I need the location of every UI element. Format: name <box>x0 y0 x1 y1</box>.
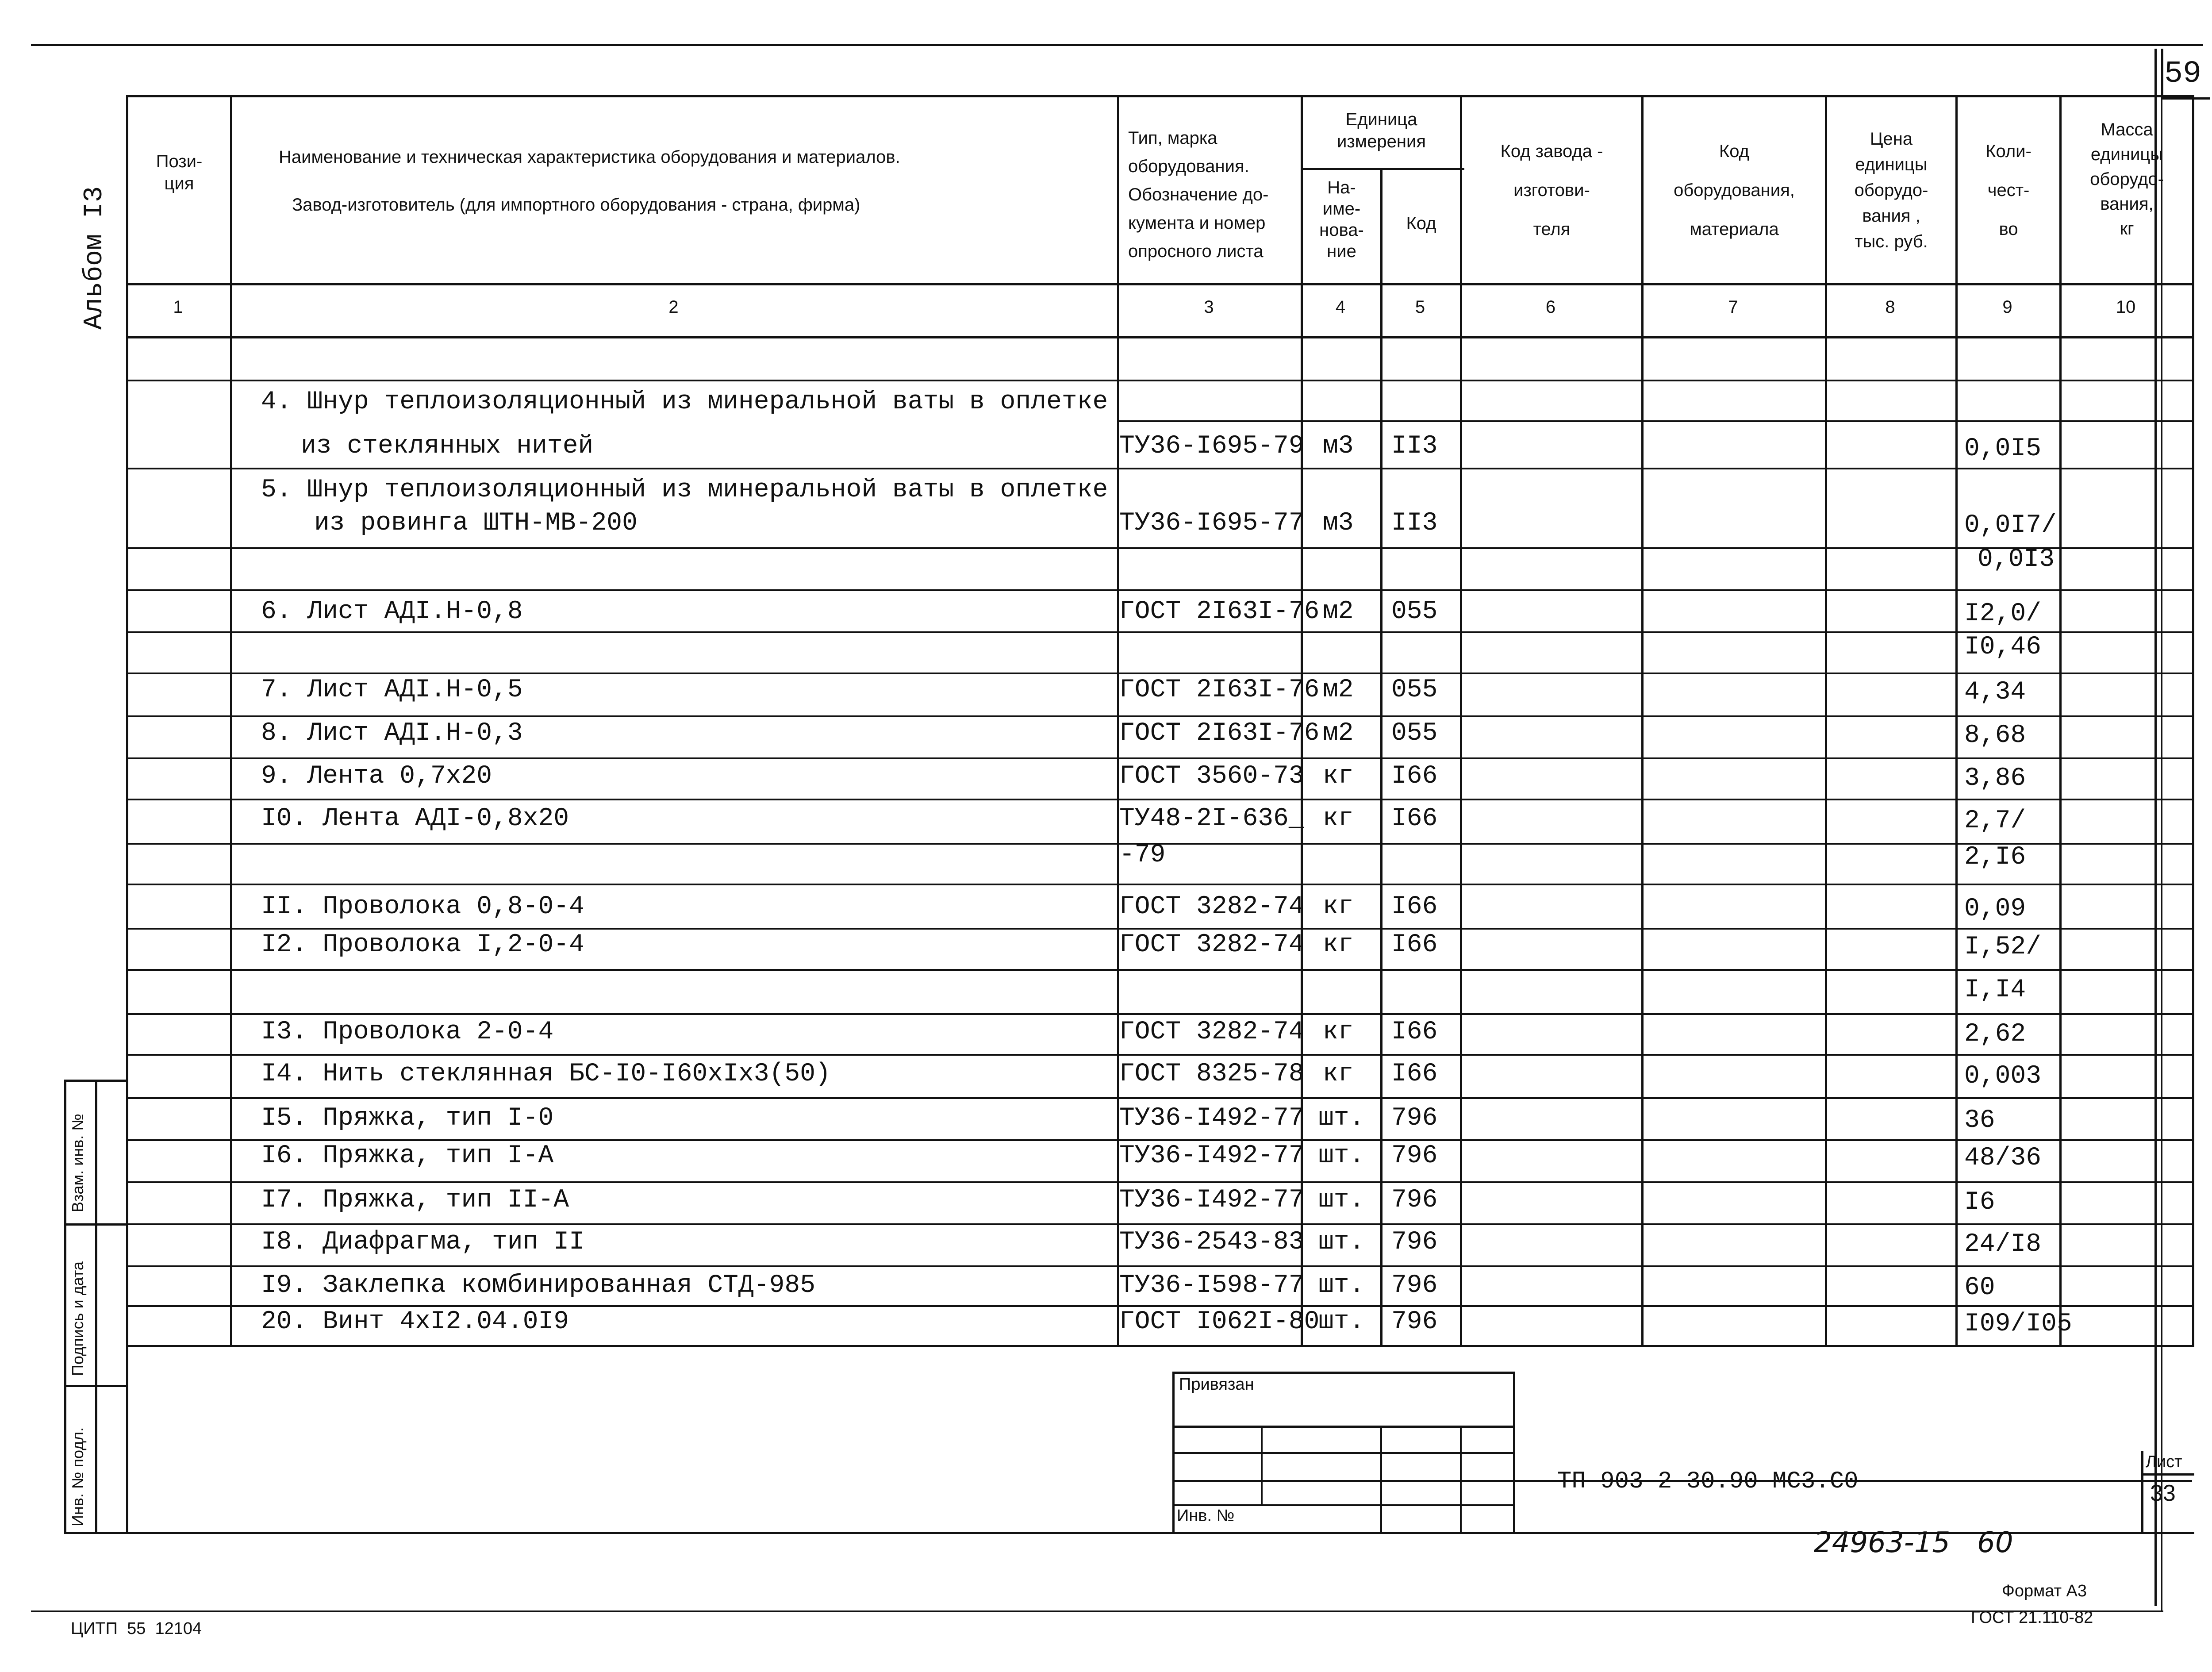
row-unit: шт. <box>1318 1104 1365 1133</box>
row-unit: кг <box>1323 762 1354 791</box>
unit-split-line <box>1301 168 1464 170</box>
header-unit-name: На- име- нова- ние <box>1319 178 1364 261</box>
row-code: II3 <box>1391 432 1438 461</box>
row-type: ГОСТ 3282-74 <box>1119 892 1304 921</box>
sheet-box-mid <box>2141 1473 2194 1476</box>
row-name: 8. Лист АДI.Н-0,3 <box>261 719 523 748</box>
document-code: ТП 903-2-30.90-МС3.С0 <box>1557 1468 1859 1495</box>
sheet-label: Лист <box>2146 1453 2182 1471</box>
row-code: 796 <box>1391 1271 1438 1300</box>
colnum-9: 9 <box>2002 297 2012 317</box>
row-line <box>126 1181 2194 1183</box>
bottom-border-line <box>31 1611 2163 1612</box>
row-unit: м2 <box>1323 676 1354 704</box>
top-border-line <box>31 44 2203 46</box>
row-type: ГОСТ 3282-74 <box>1119 930 1304 959</box>
row-qty: 2,62 <box>1964 1020 2026 1049</box>
row-line <box>126 1305 2194 1307</box>
colnum-8: 8 <box>1885 297 1895 317</box>
side-label-podpis: Подпись и дата <box>69 1261 87 1376</box>
row-name: I4. Нить стеклянная БС-I0-I60хIх3(50) <box>261 1060 831 1088</box>
col8-line <box>1955 95 1958 1345</box>
col1-line <box>230 95 232 1345</box>
row-code: I66 <box>1391 1018 1438 1046</box>
row-code: I66 <box>1391 930 1438 959</box>
row-line <box>126 589 2194 591</box>
col9-line <box>2059 95 2062 1345</box>
row-qty: 60 <box>1964 1273 1995 1302</box>
header-mass: Масса единицы оборудо- вания, кг <box>2090 120 2164 238</box>
header-equipment-code: Код оборудования, материала <box>1674 142 1795 239</box>
row-type: ТУ36-I598-77 <box>1119 1271 1304 1300</box>
side-strip-mid <box>95 1080 97 1533</box>
row-code: 055 <box>1391 676 1438 704</box>
row-code: II3 <box>1391 509 1438 538</box>
colnum-3: 3 <box>1204 297 1214 317</box>
row-type: ГОСТ 8325-78 <box>1119 1060 1304 1088</box>
col10-line <box>2192 95 2194 1345</box>
row-name: I2. Проволока I,2-0-4 <box>261 930 584 959</box>
colnum-4: 4 <box>1335 297 1346 317</box>
row-unit: м3 <box>1323 509 1354 538</box>
header-unit-group: Единица измерения <box>1336 110 1426 151</box>
row-type: ГОСТ 2I63I-76 <box>1119 719 1320 748</box>
row-line <box>126 799 2194 800</box>
row-type: ГОСТ 2I63I-76 <box>1119 597 1320 626</box>
row-code: 055 <box>1391 597 1438 626</box>
row-name: I6. Пряжка, тип I-А <box>261 1142 554 1170</box>
row-name-cont: из ровинга ШТН-МВ-200 <box>314 509 637 538</box>
side-label-inv-podl: Инв. № подл. <box>69 1427 87 1526</box>
row-line <box>126 380 2194 381</box>
row-qty: 48/36 <box>1964 1144 2042 1172</box>
row-qty: I09/I05 <box>1964 1310 2072 1338</box>
row-qty: 0,0I5 <box>1964 434 2042 463</box>
row-line <box>126 715 2194 717</box>
row-name: I3. Проволока 2-0-4 <box>261 1018 554 1046</box>
row-code: I66 <box>1391 762 1438 791</box>
right-border-line-2 <box>2161 53 2162 1611</box>
row-name: I7. Пряжка, тип II-А <box>261 1186 569 1215</box>
row-line <box>126 1013 2194 1015</box>
col6-line <box>1641 95 1644 1345</box>
sheet-number: 33 <box>2150 1480 2176 1506</box>
row-unit: кг <box>1323 1018 1354 1046</box>
header-position: Пози- ция <box>156 152 203 193</box>
row-qty-alt: I,I4 <box>1964 976 2026 1004</box>
row-type: ТУ36-I492-77 <box>1119 1142 1304 1170</box>
row-type: ТУ36-I695-77 <box>1119 509 1304 538</box>
row-code: I66 <box>1391 892 1438 921</box>
row-code: 796 <box>1391 1186 1438 1215</box>
format-label: Формат А3 <box>2002 1582 2087 1600</box>
row-code: 796 <box>1391 1307 1438 1336</box>
row-line <box>126 1139 2194 1141</box>
col5-line <box>1460 95 1462 1345</box>
row-type: ТУ36-I695-79 <box>1119 432 1304 461</box>
row-line <box>126 1223 2194 1225</box>
row-qty: I,52/ <box>1964 933 2042 961</box>
stamp-line <box>1172 1504 1513 1506</box>
colnum-6: 6 <box>1545 297 1556 317</box>
table-bottom-line <box>126 1345 2194 1347</box>
row-line <box>126 969 2194 971</box>
row-code: 796 <box>1391 1228 1438 1257</box>
row-name: I9. Заклепка комбинированная СТД-985 <box>261 1271 816 1300</box>
header-price: Цена единицы оборудо- вания , тыс. руб. <box>1854 129 1928 251</box>
row-qty-alt: 2,I6 <box>1964 843 2026 872</box>
row-type: ГОСТ I062I-80 <box>1119 1307 1320 1336</box>
row-unit: шт. <box>1318 1142 1365 1170</box>
row-qty-alt: 0,0I3 <box>1978 545 2055 574</box>
row-name-cont: из стеклянных нитей <box>301 432 594 461</box>
row-code: 055 <box>1391 719 1438 748</box>
header-name-line1: Наименование и техническая характеристика оборудования и материалов. <box>279 147 900 167</box>
header-bottom-line <box>126 283 2194 285</box>
row-type: ТУ36-I492-77 <box>1119 1186 1304 1215</box>
stamp-line <box>1172 1452 1513 1454</box>
col7-line <box>1825 95 1827 1345</box>
page-number-box-bottom <box>2161 97 2210 100</box>
row-qty: 36 <box>1964 1106 1995 1135</box>
right-border-line <box>2154 49 2157 1606</box>
row-unit: шт. <box>1318 1271 1365 1300</box>
row-name: 9. Лента 0,7х20 <box>261 762 492 791</box>
row-type: ТУ36-2543-83 <box>1119 1228 1304 1257</box>
handwritten-number: 24963-15 60 <box>1814 1526 2013 1559</box>
side-label-vzam: Взам. инв. № <box>69 1113 87 1212</box>
album-label: Альбом I3 <box>80 186 110 330</box>
row-line <box>126 631 2194 633</box>
row-unit: м2 <box>1323 719 1354 748</box>
stamp-left-line <box>1172 1372 1175 1532</box>
header-type: Тип, марка оборудования. Обозначение до- кумента и номер опросного листа <box>1128 128 1269 261</box>
row-name: 5. Шнур теплоизоляционный из минеральной ваты в оплетке <box>261 476 1108 504</box>
row-qty: 4,34 <box>1964 678 2026 707</box>
row-qty-alt: I0,46 <box>1964 633 2042 661</box>
row-name: I0. Лента АДI-0,8х20 <box>261 804 569 833</box>
row-line <box>126 1097 2194 1099</box>
row-type: ТУ48-2I-636_ <box>1119 804 1304 833</box>
row-unit: м3 <box>1323 432 1354 461</box>
side-strip-left <box>64 1080 66 1533</box>
header-name-line2: Завод-изготовитель (для импортного оборудования - страна, фирма) <box>292 195 860 215</box>
row-code: I66 <box>1391 804 1438 833</box>
stamp-top-line <box>1172 1372 1513 1374</box>
row-unit: кг <box>1323 1060 1354 1088</box>
col4-line <box>1380 168 1382 1345</box>
stamp-line <box>1172 1426 1513 1428</box>
colnum-2: 2 <box>668 297 679 317</box>
side-strip-line <box>64 1223 126 1226</box>
gost-label: ГОСТ 21.110-82 <box>1971 1608 2093 1627</box>
table-top-line <box>126 95 2194 97</box>
side-strip-line <box>64 1385 126 1387</box>
header-unit-code: Код <box>1406 214 1436 233</box>
row-unit: кг <box>1323 804 1354 833</box>
side-strip-top <box>64 1080 126 1082</box>
row-line <box>126 673 2194 674</box>
row-qty: 0,003 <box>1964 1062 2042 1091</box>
row-unit: шт. <box>1318 1228 1365 1257</box>
row-name: I8. Диафрагма, тип II <box>261 1228 584 1257</box>
stamp-col <box>1380 1426 1382 1532</box>
colnum-1: 1 <box>173 297 183 317</box>
row-type: ГОСТ 3282-74 <box>1119 1018 1304 1046</box>
row-name: II. Проволока 0,8-0-4 <box>261 892 584 921</box>
row-qty: I6 <box>1964 1188 1995 1217</box>
row-line <box>126 1054 2194 1056</box>
row-unit: шт. <box>1318 1186 1365 1215</box>
stamp-inv-label: Инв. № <box>1177 1507 1235 1525</box>
row-code: 796 <box>1391 1142 1438 1170</box>
row-line <box>126 1265 2194 1267</box>
colnum-bottom-line <box>126 336 2194 338</box>
row-unit: кг <box>1323 892 1354 921</box>
row-qty: 8,68 <box>1964 721 2026 750</box>
colnum-7: 7 <box>1728 297 1738 317</box>
row-type-cont: -79 <box>1119 841 1166 869</box>
row-type: ГОСТ 2I63I-76 <box>1119 676 1320 704</box>
citp-label: ЦИТП 55 12104 <box>71 1619 202 1638</box>
row-qty: 0,0I7/ <box>1964 511 2057 540</box>
row-name: 7. Лист АДI.Н-0,5 <box>261 676 523 704</box>
row-name: 4. Шнур теплоизоляционный из минеральной ваты в оплетке <box>261 388 1108 416</box>
page-number-box-left <box>2161 49 2163 97</box>
header-quantity: Коли- чест- во <box>1985 142 2032 239</box>
row-line <box>126 884 2194 885</box>
row-unit: кг <box>1323 930 1354 959</box>
row-qty: 2,7/ <box>1964 807 2026 835</box>
row-line <box>1117 420 2192 422</box>
stamp-col <box>1261 1426 1263 1504</box>
row-line <box>126 757 2194 759</box>
page-number: 59 <box>2164 57 2202 92</box>
row-name: 20. Винт 4хI2.04.0I9 <box>261 1307 569 1336</box>
row-code: I66 <box>1391 1060 1438 1088</box>
colnum-10: 10 <box>2116 297 2136 317</box>
row-unit: шт. <box>1318 1307 1365 1336</box>
header-factory-code: Код завода - изготови- теля <box>1500 142 1603 239</box>
row-qty: 3,86 <box>1964 764 2026 793</box>
stamp-right-line <box>1513 1372 1515 1532</box>
stamp-col <box>1460 1426 1462 1532</box>
row-type: ГОСТ 3560-73 <box>1119 762 1304 791</box>
row-qty: I2,0/ <box>1964 600 2042 628</box>
row-qty: 24/I8 <box>1964 1230 2042 1259</box>
row-line <box>126 928 2194 930</box>
row-name: I5. Пряжка, тип I-0 <box>261 1104 554 1133</box>
colnum-5: 5 <box>1415 297 1425 317</box>
side-strip-bottom <box>64 1532 126 1534</box>
stamp-attached-label: Привязан <box>1179 1375 1254 1394</box>
row-type: ТУ36-I492-77 <box>1119 1104 1304 1133</box>
row-unit: м2 <box>1323 597 1354 626</box>
row-name: 6. Лист АДI.Н-0,8 <box>261 597 523 626</box>
sheet-box-left <box>2141 1451 2143 1532</box>
row-line <box>126 547 2194 549</box>
row-line <box>126 468 2194 469</box>
row-code: 796 <box>1391 1104 1438 1133</box>
row-qty: 0,09 <box>1964 895 2026 923</box>
